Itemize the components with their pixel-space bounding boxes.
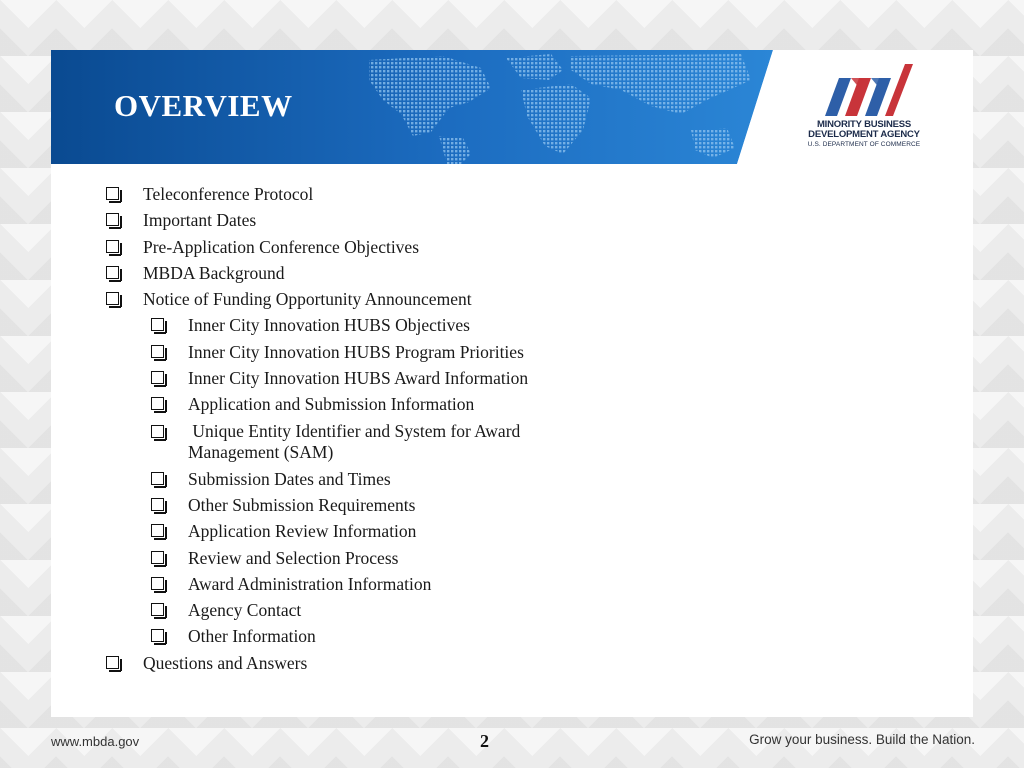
- checkbox-bullet-icon: [151, 524, 164, 537]
- checkbox-bullet-icon: [151, 397, 164, 410]
- checkbox-bullet-icon: [106, 656, 119, 669]
- list-item-text: Application Review Information: [188, 521, 417, 542]
- list-item-text: Submission Dates and Times: [188, 468, 391, 489]
- list-item-text: Teleconference Protocol: [143, 184, 314, 204]
- list-item: [106, 207, 706, 233]
- list-item-text: Inner City Innovation HUBS Objectives: [188, 315, 470, 336]
- list-item: [106, 181, 706, 207]
- logo-line-1: MINORITY BUSINESS: [816, 119, 912, 130]
- sub-list-item: [151, 545, 706, 571]
- list-item: [106, 260, 706, 286]
- list-item-text: Other Submission Requirements: [188, 494, 416, 515]
- sub-list-item: [151, 571, 706, 597]
- list-item-text: Review and Selection Process: [188, 547, 399, 568]
- overview-list: [106, 181, 706, 676]
- slide: [51, 50, 973, 717]
- sub-list-item: [151, 339, 706, 365]
- page-title: OVERVIEW: [114, 88, 293, 123]
- checkbox-bullet-icon: [151, 551, 164, 564]
- list-item: [106, 234, 706, 260]
- checkbox-bullet-icon: [106, 292, 119, 305]
- logo-line-3: U.S. DEPARTMENT OF COMMERCE: [807, 141, 921, 148]
- checkbox-bullet-icon: [151, 318, 164, 331]
- checkbox-bullet-icon: [106, 240, 119, 253]
- checkbox-bullet-icon: [151, 425, 164, 438]
- list-item-text: Application and Submission Information: [188, 394, 475, 415]
- sub-list-item: [151, 391, 706, 417]
- checkbox-bullet-icon: [151, 472, 164, 485]
- checkbox-bullet-icon: [106, 266, 119, 279]
- list-item-text: MBDA Background: [143, 262, 285, 283]
- list-item-text: Notice of Funding Opportunity Announcement: [143, 289, 472, 310]
- list-item-text: Questions and Answers: [143, 652, 308, 673]
- list-item-text: Inner City Innovation HUBS Award Information: [188, 368, 529, 389]
- sub-list-item: [151, 492, 706, 518]
- sub-list-item: [151, 418, 568, 466]
- sub-list-item: [151, 365, 706, 391]
- checkbox-bullet-icon: [151, 629, 164, 642]
- sub-list-item: [151, 623, 706, 649]
- footer-tagline: Grow your business. Build the Nation.: [749, 732, 975, 747]
- checkbox-bullet-icon: [151, 498, 164, 511]
- list-item-text: Inner City Innovation HUBS Program Priorities: [188, 341, 524, 362]
- list-item: [106, 650, 706, 676]
- page-number: 2: [480, 731, 489, 751]
- checkbox-bullet-icon: [151, 603, 164, 616]
- checkbox-bullet-icon: [106, 187, 119, 200]
- list-item-text: Important Dates: [143, 210, 257, 231]
- list-item-text: Unique Entity Identifier and System for Award Management (SAM): [188, 420, 525, 462]
- mbda-logo-icon: [821, 64, 913, 118]
- list-item-text: Agency Contact: [188, 600, 302, 621]
- sub-list-item: [151, 312, 706, 338]
- header-banner: [51, 50, 973, 164]
- list-item: [106, 286, 706, 312]
- footer-url: www.mbda.gov: [51, 734, 140, 749]
- sub-list-item: [151, 466, 706, 492]
- logo-line-2: DEVELOPMENT AGENCY: [808, 129, 920, 140]
- list-item-text: Award Administration Information: [188, 573, 432, 594]
- checkbox-bullet-icon: [151, 577, 164, 590]
- list-item-text: Pre-Application Conference Objectives: [143, 236, 420, 257]
- checkbox-bullet-icon: [151, 345, 164, 358]
- checkbox-bullet-icon: [106, 213, 119, 226]
- sub-list-item: [151, 597, 706, 623]
- checkbox-bullet-icon: [151, 371, 164, 384]
- list-item-text: Other Information: [188, 626, 316, 647]
- sub-list-item: [151, 518, 706, 544]
- mbda-logo: [799, 64, 929, 154]
